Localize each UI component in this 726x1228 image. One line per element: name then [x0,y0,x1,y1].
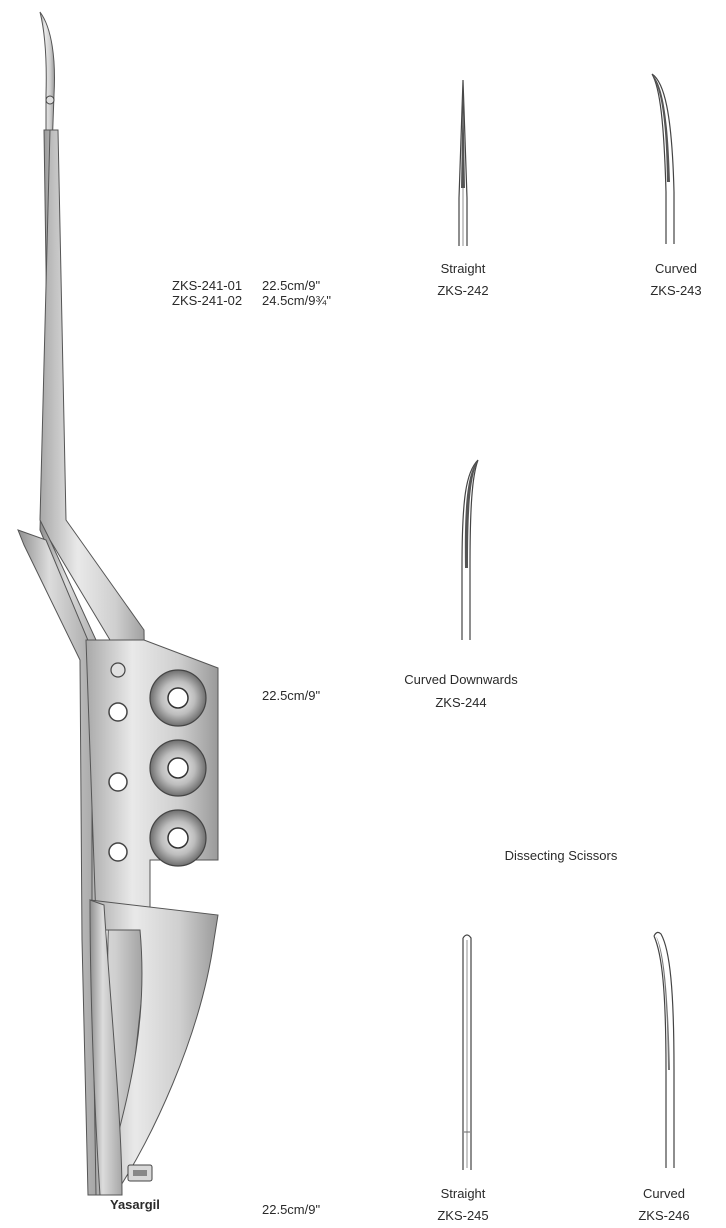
tip-label-curved-2: Curved [643,1186,685,1201]
tip-label-curved: Curved [655,261,697,276]
handle-size: 22.5cm/9" [262,688,321,703]
tip-curved-blunt-illustration [648,930,688,1170]
tip-code-zks-244: ZKS-244 [435,695,487,710]
tip-label-straight-2: Straight [440,1186,486,1201]
tip-straight-blunt-illustration [452,932,482,1172]
section-title: Dissecting Scissors [504,848,618,863]
instrument-name: Yasargil [110,1197,160,1212]
tip-curved-illustration [648,72,688,242]
variant-size-1: 22.5cm/9" [262,278,321,293]
tip-label-curved-downwards: Curved Downwards [404,672,518,687]
variant-code-2: ZKS-241-02 [172,293,243,308]
variant-code-1: ZKS-241-01 [172,278,243,293]
tip-straight-illustration [448,78,478,248]
tip-code-zks-246: ZKS-246 [638,1208,690,1223]
bottom-size: 22.5cm/9" [262,1202,321,1217]
tip-code-zks-242: ZKS-242 [437,283,489,298]
tip-code-zks-245: ZKS-245 [437,1208,489,1223]
variant-size-2: 24.5cm/9¾" [262,293,331,308]
tip-label-straight: Straight [440,261,486,276]
tip-curved-downwards-illustration [450,458,490,643]
tip-code-zks-243: ZKS-243 [650,283,702,298]
